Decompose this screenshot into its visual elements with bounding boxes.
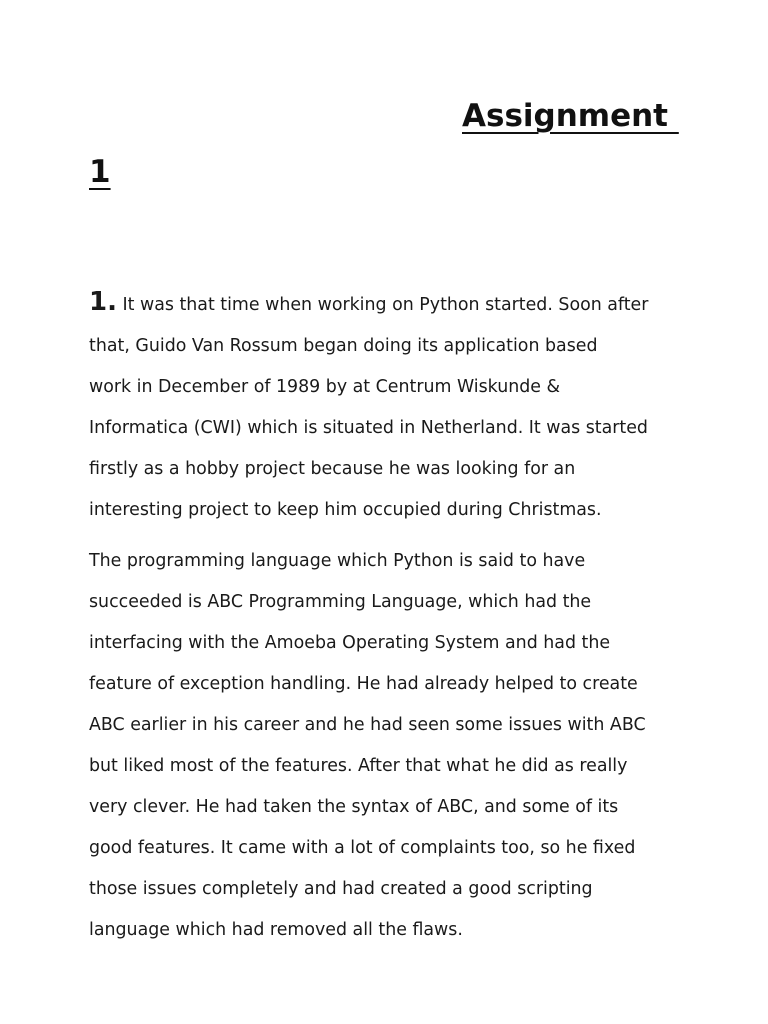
paragraph-1-line: Informatica (CWI) which is situated in Netherland. It was started [89,418,648,438]
paragraph-2-line: very clever. He had taken the syntax of ABC, and some of its [89,797,619,817]
assignment-number: 1 [89,154,111,190]
paragraph-1-line-text: It was that time when working on Python started. Soon after [116,295,649,315]
assignment-title: Assignment [462,98,679,134]
paragraph-2-line: ABC earlier in his career and he had seen some issues with ABC [89,715,646,735]
paragraph-1-line: interesting project to keep him occupied during Christmas. [89,500,602,520]
paragraph-1-line: work in December of 1989 by at Centrum Wiskunde & [89,377,561,397]
paragraph-2 [89,541,689,951]
paragraph-number: 1. [89,287,117,317]
paragraph-2-line: interfacing with the Amoeba Operating System and had the [89,633,611,653]
paragraph-2-line: feature of exception handling. He had already helped to create [89,674,638,694]
paragraph-2-line: but liked most of the features. After that what he did as really [89,756,628,776]
paragraph-2-line: language which had removed all the flaws. [89,920,463,940]
paragraph-2-line: succeeded is ABC Programming Language, which had the [89,592,592,612]
paragraph-1-line: that, Guido Van Rossum began doing its application based [89,336,598,356]
paragraph-1-line [89,282,689,326]
paragraph-1 [89,282,689,531]
paragraph-2-line: good features. It came with a lot of complaints too, so he fixed [89,838,636,858]
paragraph-2-line: The programming language which Python is said to have [89,551,586,571]
paragraph-1-line: firstly as a hobby project because he was looking for an [89,459,576,479]
paragraph-2-line: those issues completely and had created a good scripting [89,879,593,899]
